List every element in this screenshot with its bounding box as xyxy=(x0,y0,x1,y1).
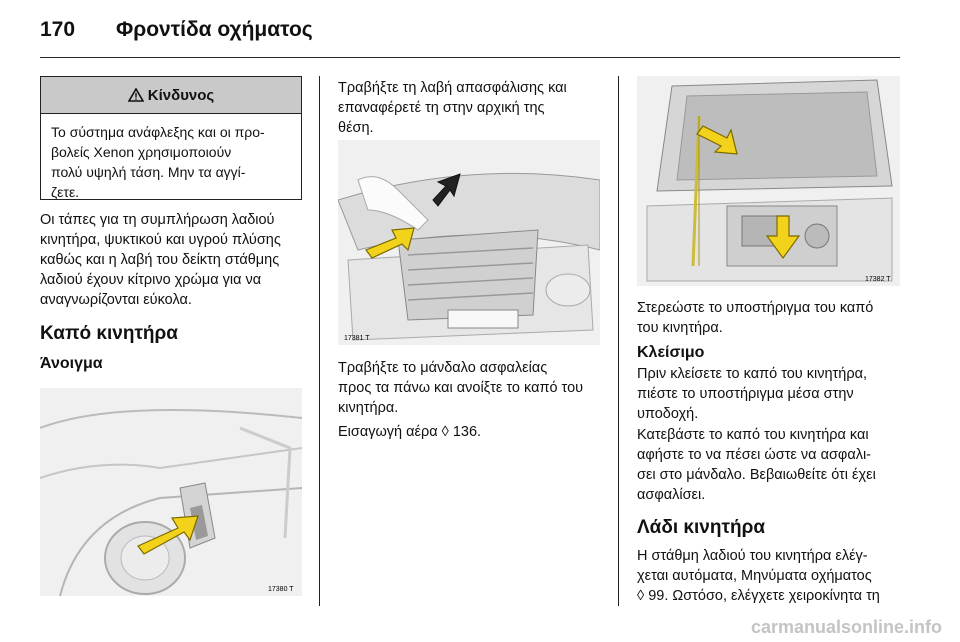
support-rod-paragraph xyxy=(637,298,907,338)
text-line: υποδοχή. xyxy=(637,406,699,422)
text-line: ◊ 99. Ωστόσο, ελέγχετε χειροκίνητα τη xyxy=(637,588,880,604)
text-line: λαδιού έχουν κίτρινο χρώμα για να xyxy=(40,272,262,288)
text-line: κινητήρα. xyxy=(338,400,399,416)
text-line: Οι τάπες για τη συμπλήρωση λαδιού xyxy=(40,212,275,228)
text-line: χεται αυτόματα, Μηνύματα οχήματος xyxy=(637,568,872,584)
page-title: Φροντίδα οχήματος xyxy=(116,18,313,41)
oil-paragraph xyxy=(637,546,909,606)
text-line: Η στάθμη λαδιού του κινητήρα ελέγ- xyxy=(637,548,868,564)
closing-paragraph-1 xyxy=(637,364,907,424)
warning-text xyxy=(41,114,301,202)
text-line: Εισαγωγή αέρα ◊ 136. xyxy=(338,424,482,440)
subheading-closing: Κλείσιμο xyxy=(637,344,705,361)
warning-header xyxy=(41,77,301,114)
warning-title: Κίνδυνος xyxy=(147,86,215,104)
text-line: βολείς Xenon χρησιμοποιούν xyxy=(51,144,232,160)
oil-caps-paragraph xyxy=(40,210,310,310)
subheading-opening: Άνοιγμα xyxy=(40,355,103,372)
warning-triangle-icon xyxy=(128,88,144,102)
text-line: του κινητήρα. xyxy=(637,320,723,336)
figure-hood-support-rod xyxy=(637,76,900,286)
text-line: θέση. xyxy=(338,120,374,136)
figure-hood-release-lever xyxy=(40,388,302,596)
closing-paragraph-2 xyxy=(637,425,907,505)
figure-id: 17380 T xyxy=(268,586,294,593)
page-number: 170 xyxy=(40,18,76,41)
figure-id: 17381 T xyxy=(344,335,370,342)
header-rule xyxy=(40,57,900,58)
text-line: Το σύστημα ανάφλεξης και οι προ- xyxy=(51,124,265,140)
watermark: carmanualsonline.info xyxy=(750,617,942,637)
column-divider xyxy=(618,76,619,606)
text-line: Τραβήξτε τη λαβή απασφάλισης και xyxy=(338,80,567,96)
section-heading: Καπό κινητήρα xyxy=(40,323,178,344)
text-line: Πριν κλείσετε το καπό του κινητήρα, xyxy=(637,366,867,382)
text-line: αναγνωρίζονται εύκολα. xyxy=(40,292,192,308)
text-line: ζετε. xyxy=(51,184,80,200)
danger-warning-box xyxy=(40,76,302,200)
text-line: κινητήρα, ψυκτικού και υγρού πλύσης xyxy=(40,232,281,248)
air-intake-reference xyxy=(338,422,481,442)
text-line: προς τα πάνω και ανοίξτε το καπό του xyxy=(338,380,584,396)
text-line: καθώς και η λαβή του δείκτη στάθμης xyxy=(40,252,280,268)
text-line: Κατεβάστε το καπό του κινητήρα και xyxy=(637,427,869,443)
figure-id: 17382 T xyxy=(865,276,891,283)
text-line: πολύ υψηλή τάση. Μην τα αγγί- xyxy=(51,164,246,180)
text-line: ασφαλίσει. xyxy=(637,487,706,503)
oil-section-heading: Λάδι κινητήρα xyxy=(637,517,765,538)
figure-hood-safety-catch xyxy=(338,140,600,345)
release-paragraph xyxy=(338,78,608,138)
text-line: σει στο μάνδαλο. Βεβαιωθείτε ότι έχει xyxy=(637,467,876,483)
text-line: αφήστε το να πέσει ώστε να ασφαλι- xyxy=(637,447,871,463)
text-line: Τραβήξτε το μάνδαλο ασφαλείας xyxy=(338,360,548,376)
text-line: επαναφέρετέ τη στην αρχική της xyxy=(338,100,545,116)
text-line: Στερεώστε το υποστήριγμα του καπό xyxy=(637,300,874,316)
column-divider xyxy=(319,76,320,606)
safety-catch-paragraph xyxy=(338,358,613,418)
text-line: πιέστε το υποστήριγμα μέσα στην xyxy=(637,386,854,402)
